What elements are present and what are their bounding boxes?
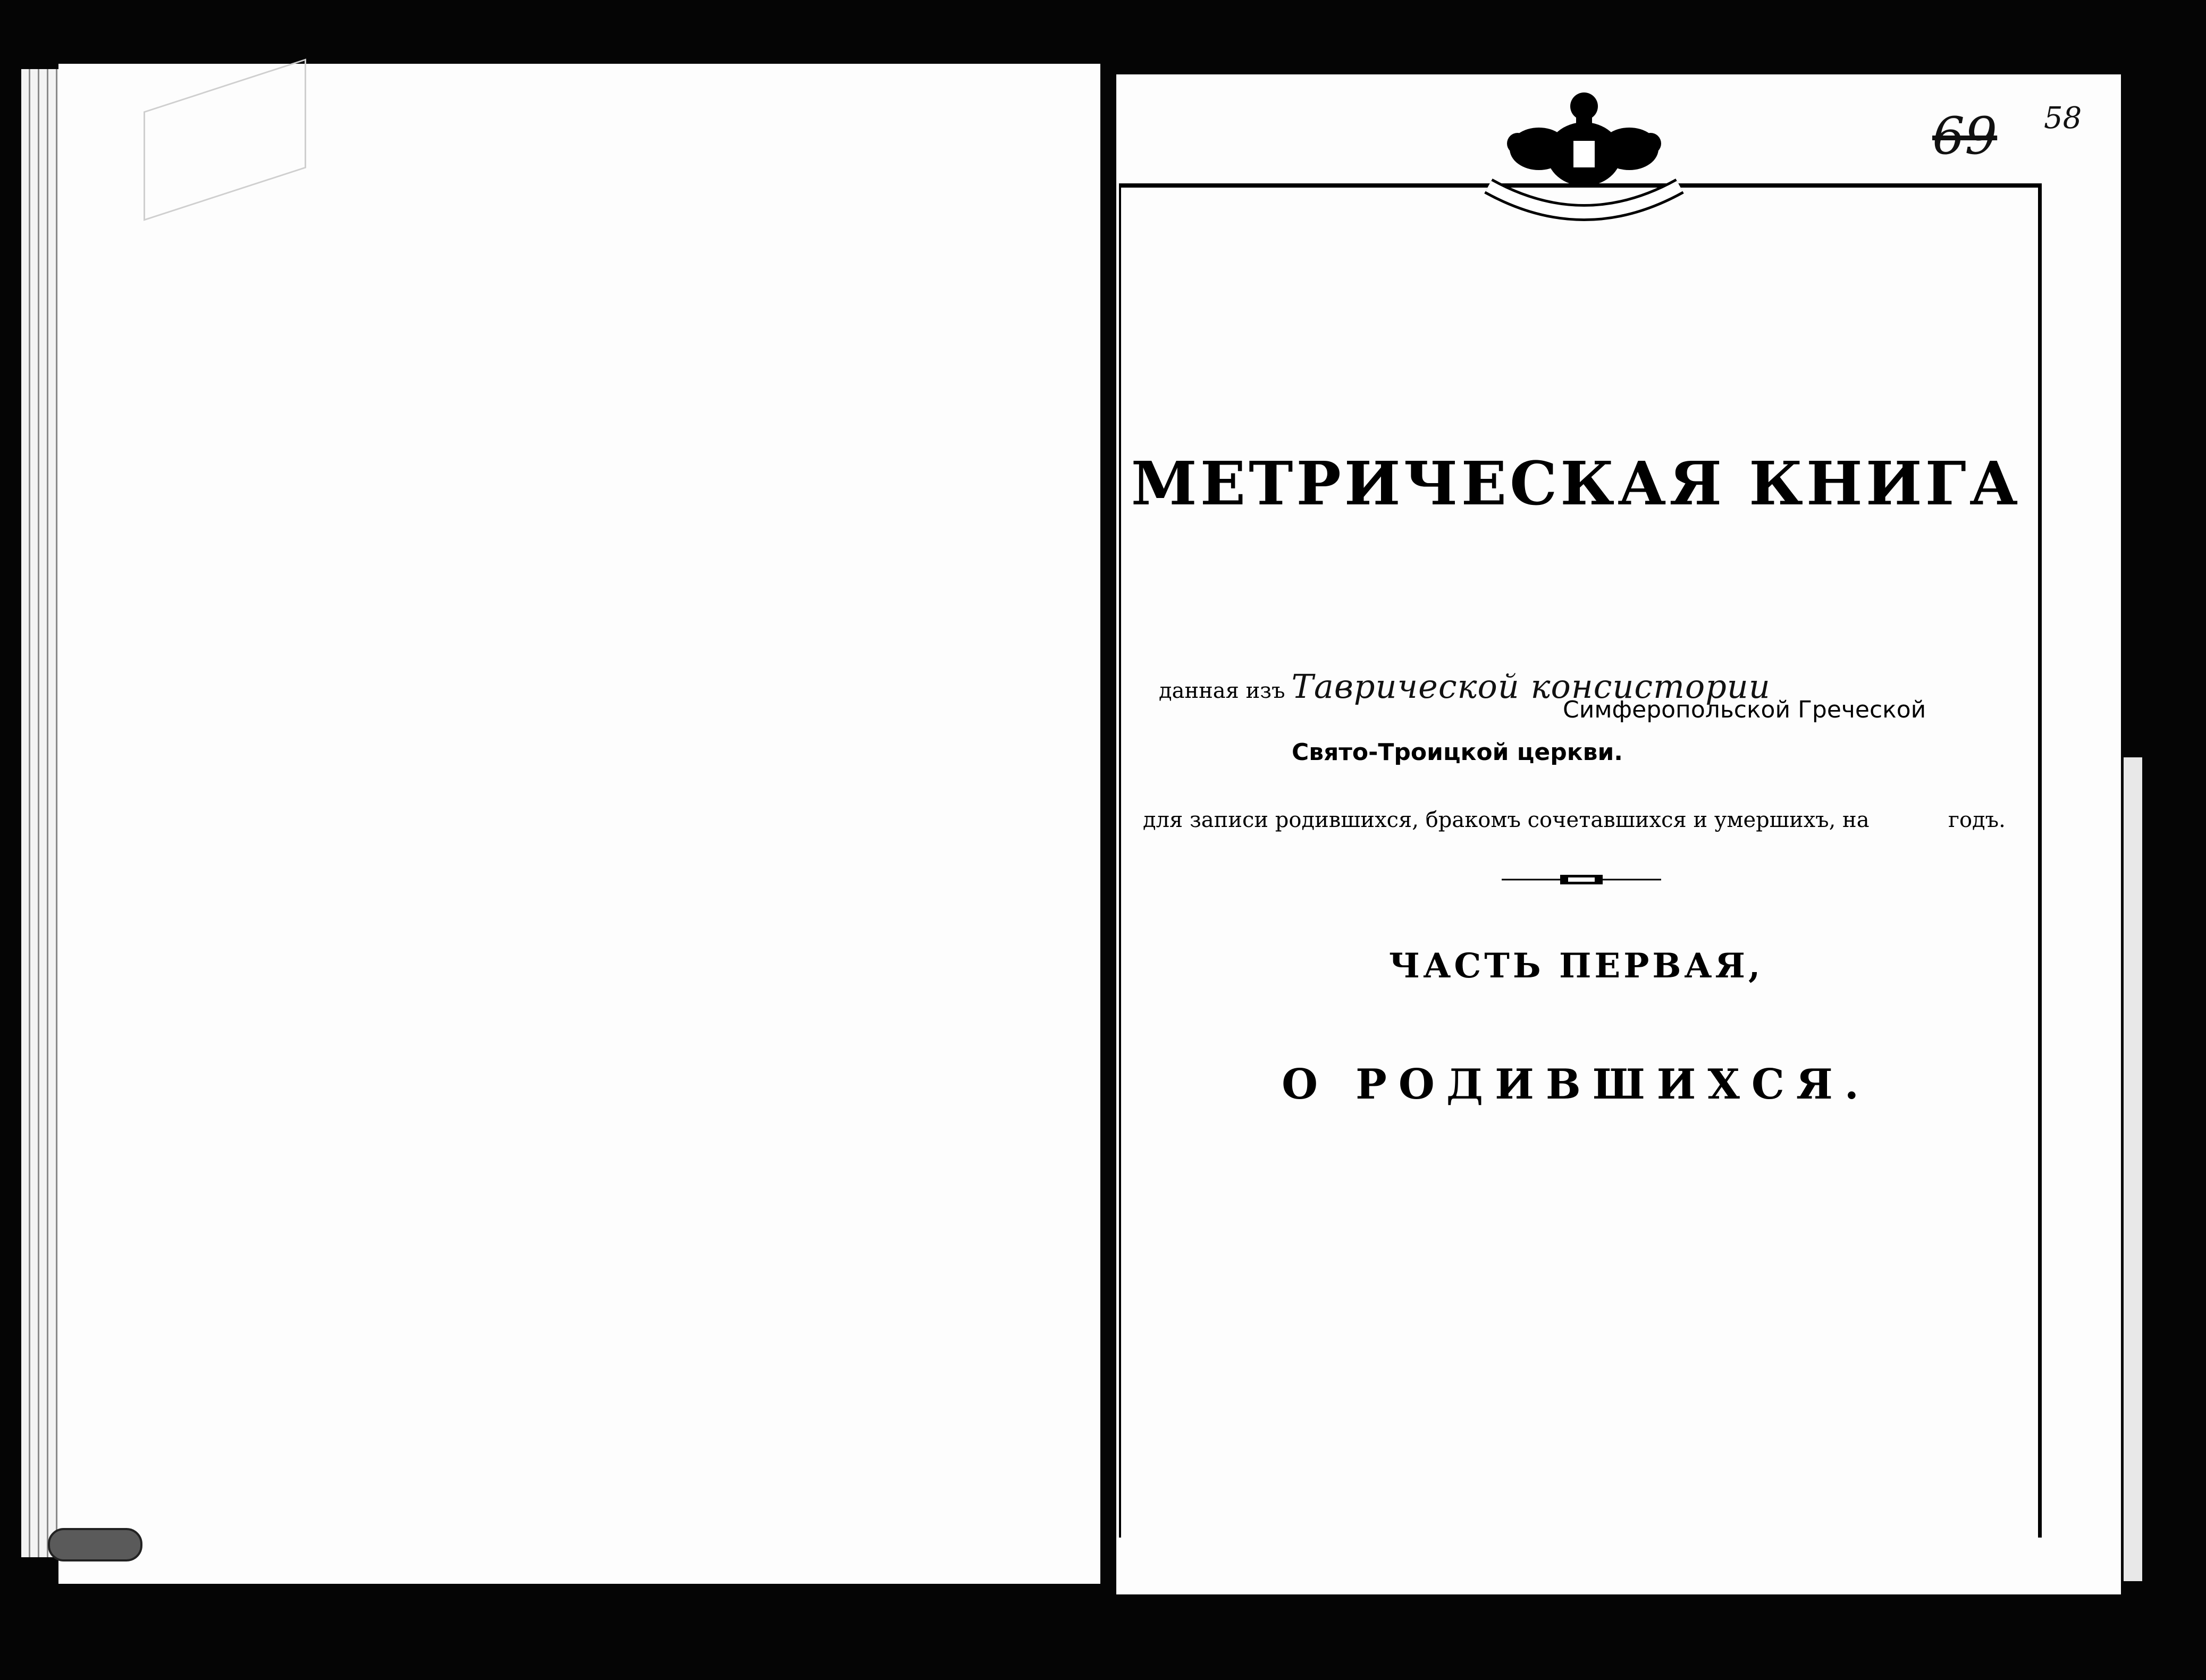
purpose-text: для записи родившихся, бракомъ сочетавшихся и умершихъ, на <box>1143 808 1870 832</box>
imperial-eagle-emblem <box>1478 85 1690 244</box>
page-tab-edge <box>2124 757 2142 1581</box>
document-title: МЕТРИЧЕСКАЯ КНИГА <box>1131 449 2022 519</box>
church-line-1: Симферопольской Греческой <box>1563 696 1926 723</box>
church-line-2: Свято-Троицкой церкви. <box>1292 739 1623 766</box>
section-heading: О РОДИВШИХСЯ. <box>1282 1060 1871 1109</box>
issued-printed-text: данная изъ <box>1159 679 1285 703</box>
left-blank-page <box>58 64 1100 1584</box>
divider-ornament <box>1502 872 1661 888</box>
bookmark-ribbon <box>48 1528 142 1561</box>
page-number: 58 <box>2044 101 2082 136</box>
page-number-crossed: 69 <box>1932 106 1998 166</box>
page-border-frame <box>1119 183 2042 1538</box>
year-suffix: годъ. <box>1948 808 2006 832</box>
part-heading: ЧАСТЬ ПЕРВАЯ, <box>1388 946 1764 986</box>
handwritten-consistory: Таврической консистории <box>1291 667 1771 706</box>
purpose-line <box>1143 808 1870 832</box>
